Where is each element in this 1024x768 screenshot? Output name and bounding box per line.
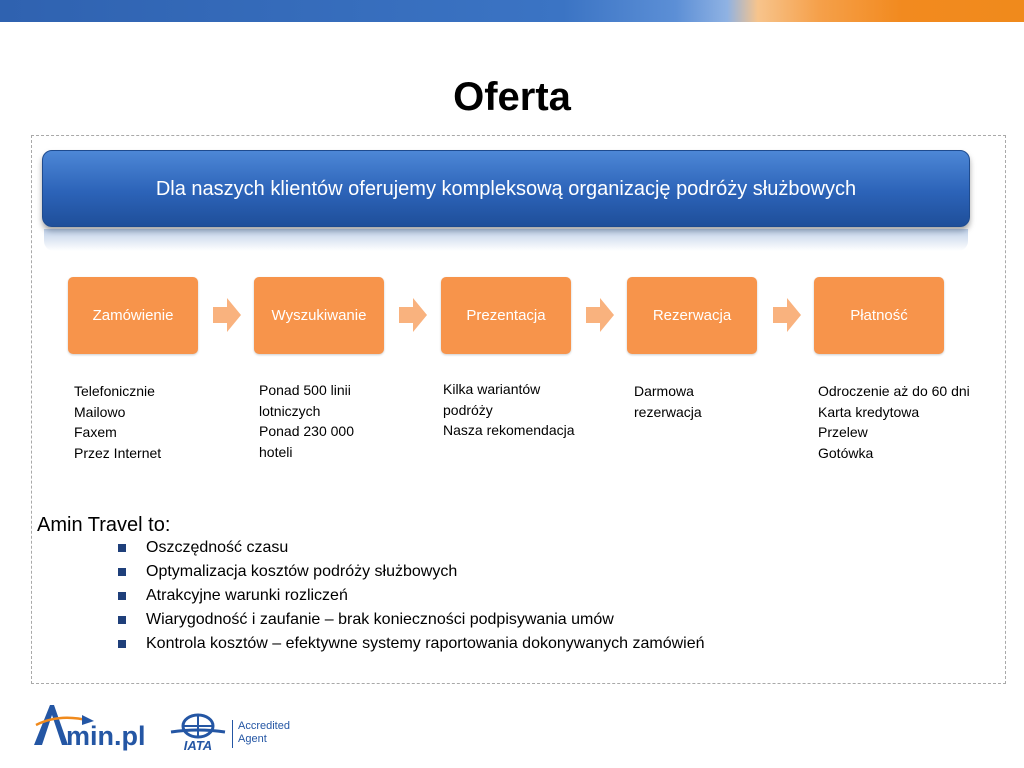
detail-line: Przelew [818,424,868,440]
accredited-line: Agent [238,733,267,745]
logo-text: min.pl [66,721,146,751]
arrow-right-icon [213,298,241,332]
detail-line: Darmowa [634,383,694,399]
detail-line: Telefonicznie [74,383,155,399]
step-details-prezentacja [443,379,575,441]
step-details-platnosc [818,381,970,463]
top-gradient-bar [0,0,1024,22]
detail-line: Mailowo [74,403,126,420]
detail-line: Odroczenie aż do 60 dni [818,383,970,399]
banner-reflection [44,229,968,251]
detail-line: Faxem [74,424,117,440]
list-item: Wiarygodność i zaufanie – brak konieczności podpisywania umów [118,608,705,632]
detail-line: Karta kredytowa [818,403,920,420]
detail-line: podróży [443,401,493,418]
detail-line: lotniczych [259,402,321,419]
iata-logo [167,712,229,752]
list-item: Oszczędność czasu [118,536,705,560]
arrow-right-icon [586,298,614,332]
detail-line: rezerwacja [634,403,702,420]
step-zamowienie: Zamówienie [68,277,198,354]
iata-text: IATA [183,738,213,752]
detail-line: Nasza rekomendacja [443,422,575,438]
list-item: Optymalizacja kosztów podróży służbowych [118,560,705,584]
step-details-zamowienie [74,381,161,463]
detail-line: Przez Internet [74,444,162,461]
detail-line: hoteli [259,443,293,460]
accredited-agent-label [238,720,290,746]
detail-line: Kilka wariantów [443,381,541,397]
detail-line: Gotówka [818,444,874,461]
amin-logo [30,695,160,755]
step-wyszukiwanie: Wyszukiwanie [254,277,384,354]
step-rezerwacja: Rezerwacja [627,277,757,354]
list-item: Kontrola kosztów – efektywne systemy raportowania dokonywanych zamówień [118,632,705,656]
step-details-wyszukiwanie [259,380,354,462]
offer-banner: Dla naszych klientów oferujemy kompleksową organizację podróży służbowych [42,150,970,227]
summary-intro: Amin Travel to: [37,514,171,536]
step-platnosc: Płatność [814,277,944,354]
detail-line: Ponad 500 linii [259,382,351,398]
detail-line: Ponad 230 000 [259,423,354,439]
logo-divider [232,720,233,748]
arrow-right-icon [399,298,427,332]
accredited-line: Accredited [238,720,290,732]
list-item: Atrakcyjne warunki rozliczeń [118,584,705,608]
step-details-rezerwacja [634,381,702,422]
benefits-list [118,536,705,656]
arrow-right-icon [773,298,801,332]
step-prezentacja: Prezentacja [441,277,571,354]
slide-title: Oferta [453,75,571,119]
